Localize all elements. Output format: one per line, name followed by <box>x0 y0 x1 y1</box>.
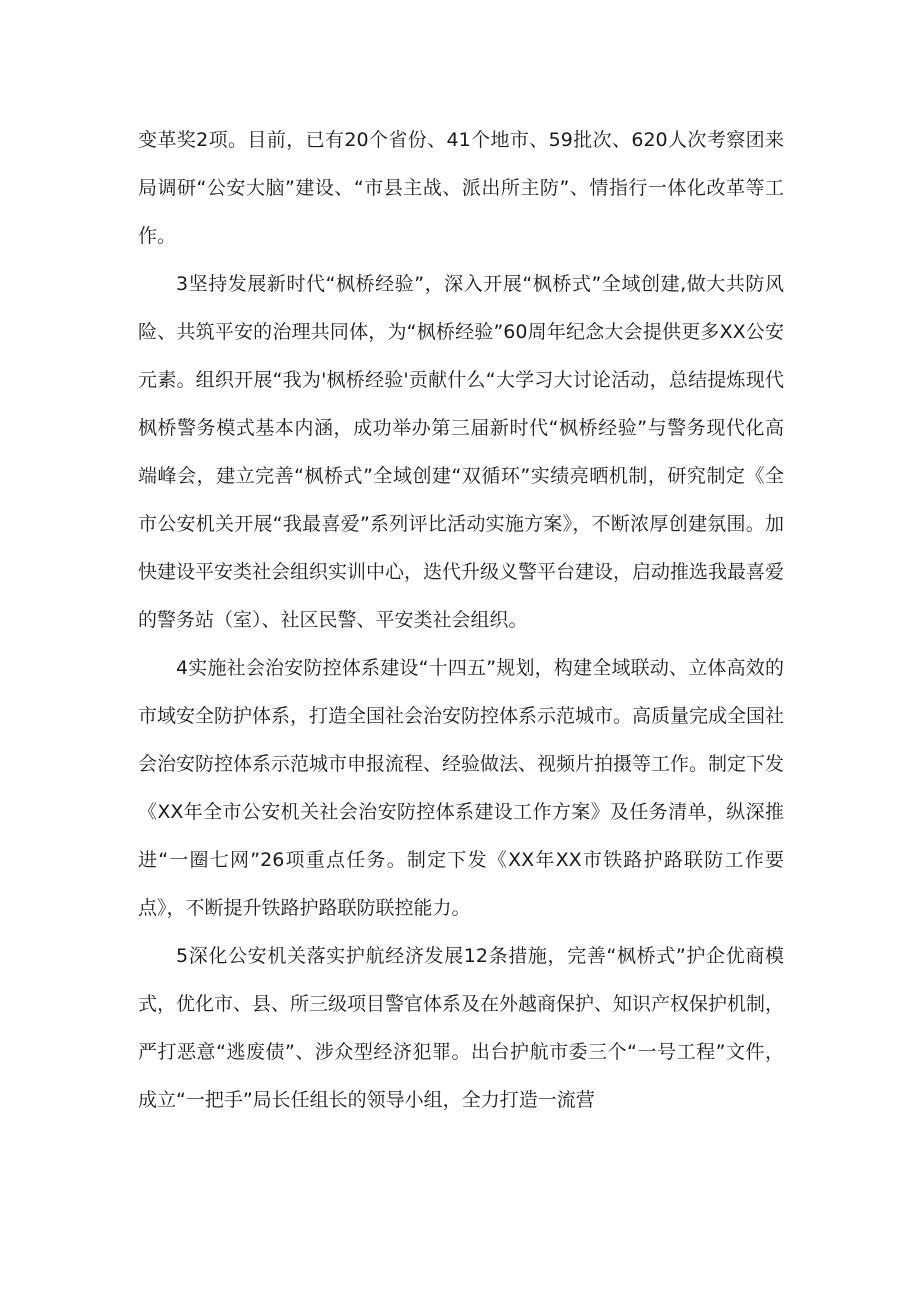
document-body <box>138 116 784 1124</box>
paragraph-item-5: 5深化公安机关落实护航经济发展12条措施，完善“枫桥式”护企优商模式，优化市、县、所三级项目警官体系及在外越商保护、知识产权保护机制，严打恶意“逃废债”、涉众型经济犯罪。出台护航市委三个“一号工程”文件，成立“一把手”局长任组长的领导小组，全力打造一流营 <box>138 945 785 1111</box>
paragraph-continuation: 变革奖2项。目前，已有20个省份、41个地市、59批次、620人次考察团来局调研“公安大脑”建设、“市县主战、派出所主防”、情指行一体化改革等工作。 <box>138 129 784 247</box>
paragraph-item-4: 4实施社会治安防控体系建设“十四五”规划，构建全域联动、立体高效的市域安全防护体系，打造全国社会治安防控体系示范城市。高质量完成全国社会治安防控体系示范城市申报流程、经验做法、视频片拍摄等工作。制定下发《XX年全市公安机关社会治安防控体系建设工作方案》及任务清单，纵深推进“一圈七网”26项重点任务。制定下发《XX年XX市铁路护路联防工作要点》，不断提升铁路护路联防联控能力。 <box>138 657 785 919</box>
paragraph-item-3: 3坚持发展新时代“枫桥经验”，深入开展“枫桥式”全域创建,做大共防风险、共筑平安的治理共同体，为“枫桥经验”60周年纪念大会提供更多XX公安元素。组织开展“我为'枫桥经验'贡献什么“大学习大讨论活动，总结提炼现代枫桥警务模式基本内涵，成功举办第三届新时代“枫桥经验”与警务现代化高端峰会，建立完善“枫桥式”全域创建“双循环”实绩亮晒机制，研究制定《全市公安机关开展“我最喜爱”系列评比活动实施方案》，不断浓厚创建氛围。加快建设平安类社会组织实训中心，迭代升级义警平台建设，启动推选我最喜爱的警务站（室）、社区民警、平安类社会组织。 <box>138 273 785 631</box>
